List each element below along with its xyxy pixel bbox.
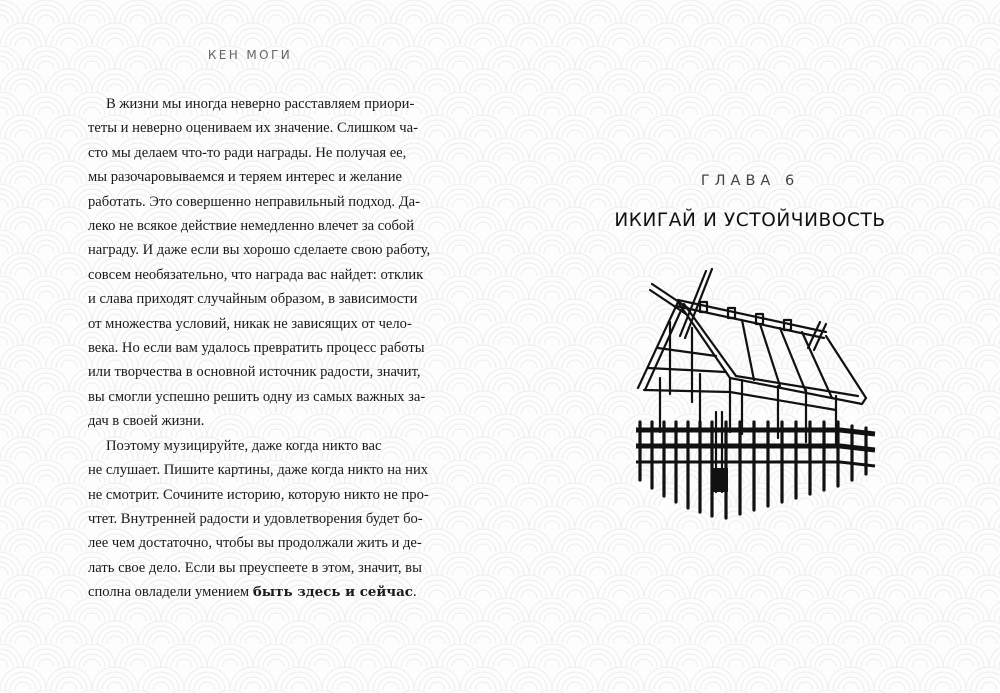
text-line: дач в своей жизни. bbox=[88, 413, 205, 430]
text-line: и слава приходят случайным образом, в зависимости bbox=[88, 291, 418, 308]
text-line: работать. Это совершенно неправильный подход. Да- bbox=[88, 193, 421, 210]
paragraph bbox=[88, 434, 431, 605]
text-line: мы разочаровываемся и теряем интерес и желание bbox=[88, 169, 403, 186]
text-line: совсем необязательно, что награда вас найдет: отклик bbox=[88, 266, 424, 283]
text-line: или творчества в основной источник радости, значит, bbox=[88, 364, 421, 381]
chapter-title: ИКИГАЙ И УСТОЙЧИВОСТЬ bbox=[614, 210, 886, 231]
text-line: сполна овладели умением bbox=[88, 584, 253, 601]
text-line: сто мы делаем что-то ради награды. Не получая ее, bbox=[88, 144, 407, 161]
text-line-end: . bbox=[412, 584, 417, 601]
text-line: от множества условий, никак не зависящих от чело- bbox=[88, 315, 412, 332]
shrine-illustration bbox=[630, 262, 880, 524]
text-line: века. Но если вам удалось превратить процесс работы bbox=[88, 340, 425, 357]
emphasized-phrase: быть здесь и сейчас bbox=[252, 584, 413, 601]
text-line: лее чем достаточно, чтобы вы продолжали жить и де- bbox=[88, 535, 422, 552]
text-line: вы смогли успешно решить одну из самых важных за- bbox=[88, 388, 426, 405]
body-text bbox=[88, 92, 431, 605]
text-line: Поэтому музицируйте, даже когда никто вас bbox=[106, 437, 382, 454]
running-head-author: КЕН МОГИ bbox=[207, 48, 293, 62]
text-line: не смотрит. Сочините историю, которую никто не про- bbox=[88, 486, 429, 503]
right-page bbox=[500, 0, 1000, 693]
text-line: В жизни мы иногда неверно расставляем приори- bbox=[106, 96, 415, 112]
text-line: лать свое дело. Если вы преуспеете в этом, значит, вы bbox=[88, 559, 422, 576]
text-line: леко не всякое действие немедленно влечет за собой bbox=[88, 218, 415, 235]
chapter-label: ГЛАВА 6 bbox=[700, 173, 800, 189]
paragraph bbox=[88, 92, 431, 434]
text-line: теты и неверно оцениваем их значение. Слишком ча- bbox=[88, 120, 418, 137]
text-line: не слушает. Пишите картины, даже когда никто на них bbox=[88, 462, 429, 479]
text-line: чтет. Внутренней радости и удовлетворения будет бо- bbox=[88, 510, 423, 527]
text-line: награду. И даже если вы хорошо сделаете свою работу, bbox=[88, 242, 431, 259]
